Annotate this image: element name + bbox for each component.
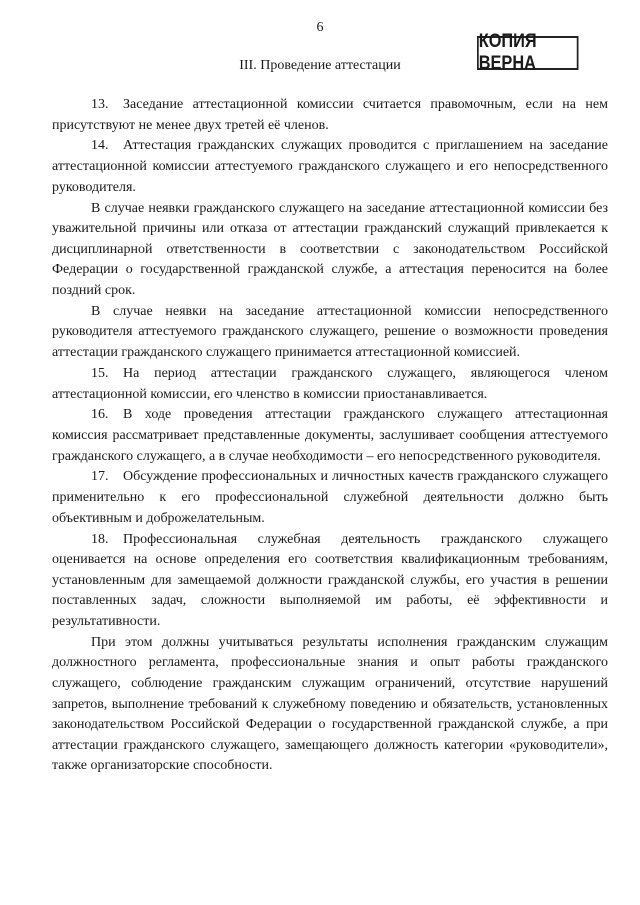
paragraph-14-absence: [52, 199, 608, 302]
paragraph-14: [52, 136, 608, 198]
paragraph-text: В случае неявки гражданского служащего на заседание аттестационной комиссии без уважительной причины или отказа от аттестации гражданский служащий привлекается к дисциплинарной ответственности в соответствии с законодательством Российской Федерации о государственной гражданской службе, а аттестация переносится на более поздний срок.: [52, 200, 608, 298]
paragraph-number: 15.: [91, 365, 109, 381]
page-number: 6: [316, 20, 324, 35]
paragraph-13: [52, 95, 608, 136]
document-body: [52, 95, 608, 777]
paragraph-number: 14.: [91, 138, 109, 154]
section-title: III. Проведение аттестации: [239, 58, 401, 73]
paragraph-14-supervisor-absence: [52, 302, 608, 364]
certified-copy-stamp: КОПИЯ ВЕРНА: [477, 36, 578, 70]
paragraph-text: В ходе проведения аттестации гражданского служащего аттестационная комиссия рассматривает представленные документы, заслушивает сообщения аттестуемого гражданского служащего, а в случае необходимости – его непосредственного руководителя.: [52, 407, 608, 464]
paragraph-number: 17.: [91, 469, 109, 485]
paragraph-16: [52, 405, 608, 467]
paragraph-text: При этом должны учитываться результаты исполнения гражданским служащим должностного регламента, профессиональные знания и опыт работы гражданского служащего, соблюдение гражданским служащим ограничений, отсутствие нарушений запретов, выполнение требований к служебному поведению и обязательств, установленных законодательством Российской Федерации о государственной гражданской службе, а при аттестации гражданского служащего, замещающего должность категории «руководители», также организаторские способности.: [52, 634, 608, 774]
paragraph-15: [52, 364, 608, 405]
paragraph-text: В случае неявки на заседание аттестационной комиссии непосредственного руководителя аттестуемого гражданского служащего, решение о возможности проведения аттестации гражданского служащего принимается аттестационной комиссией.: [52, 303, 608, 361]
paragraph-text: Обсуждение профессиональных и личностных качеств гражданского служащего применительно к его профессиональной служебной деятельности должно быть объективным и доброжелательным.: [52, 469, 608, 526]
paragraph-text: Аттестация гражданских служащих проводится с приглашением на заседание аттестационной комиссии аттестуемого гражданского служащего и его непосредственного руководителя.: [52, 138, 608, 195]
paragraph-text: Профессиональная служебная деятельность гражданского служащего оценивается на основе определения его соответствия квалификационным требованиям, установленным для замещаемой должности гражданской службы, его участия в решении поставленных задач, сложности выполняемой им работы, её эффективности и результативности.: [52, 531, 608, 629]
paragraph-number: 18.: [91, 531, 109, 547]
paragraph-number: 13.: [91, 97, 109, 112]
paragraph-text: На период аттестации гражданского служащего, являющегося членом аттестационной комиссии, его членство в комиссии приостанавливается.: [52, 365, 608, 402]
paragraph-text: Заседание аттестационной комиссии считается правомочным, если на нем присутствуют не менее двух третей её членов.: [52, 97, 608, 133]
paragraph-18: [52, 530, 608, 633]
paragraph-18-criteria: [52, 633, 608, 777]
paragraph-17: [52, 467, 608, 529]
paragraph-number: 16.: [91, 407, 109, 423]
